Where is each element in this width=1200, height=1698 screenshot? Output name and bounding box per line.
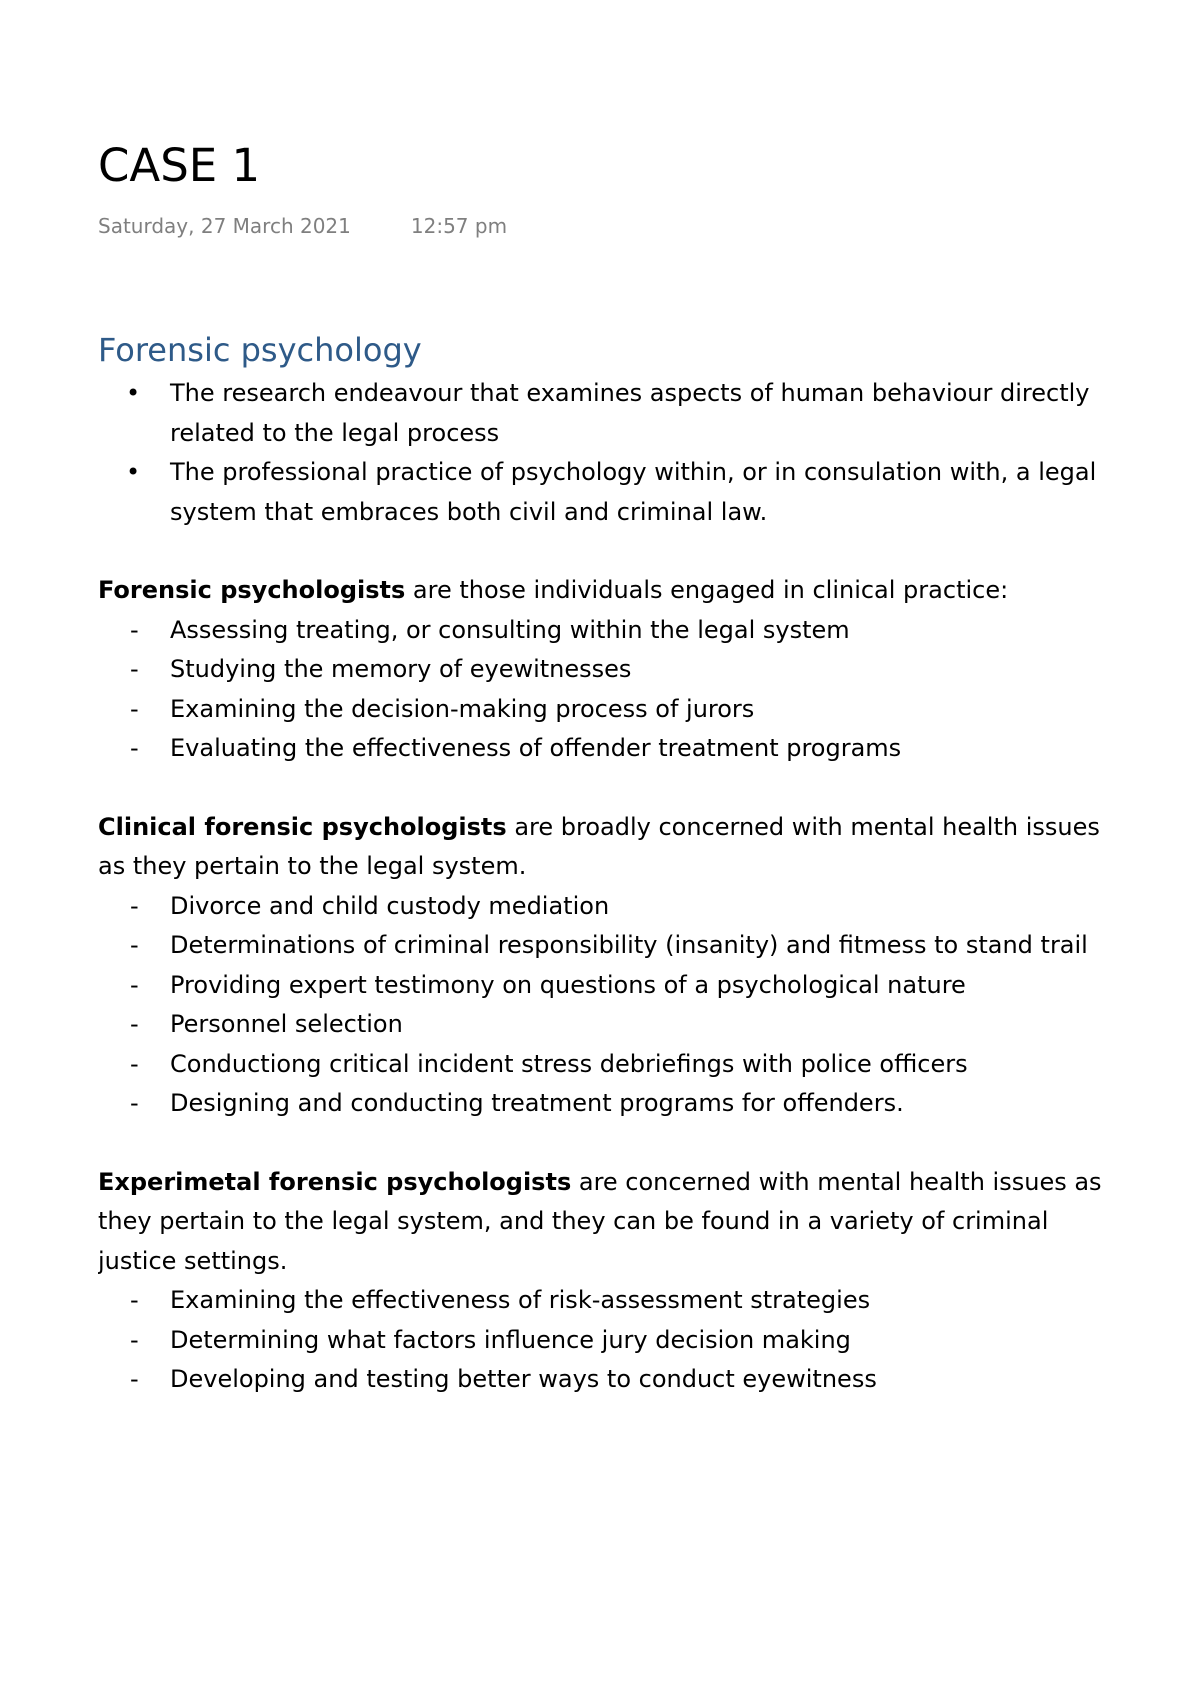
page-date: Saturday, 27 March 2021	[98, 214, 351, 238]
dash-list	[98, 1281, 1108, 1400]
term-clinical-forensic-psychologists: Clinical forensic psychologists	[98, 812, 507, 841]
list-item: - Studying the memory of eyewitnesses	[98, 650, 1108, 690]
list-item: - Determining what factors influence jury decision making	[98, 1321, 1108, 1361]
dash-list	[98, 887, 1108, 1124]
list-item: - Providing expert testimony on questions of a psychological nature	[98, 966, 1108, 1006]
section-heading-forensic-psychology: Forensic psychology	[98, 331, 422, 369]
paragraph-experimental	[98, 1163, 1108, 1282]
list-item: - Personnel selection	[98, 1005, 1108, 1045]
paragraph-gap	[98, 1124, 1108, 1163]
term-experimental-forensic-psychologists: Experimetal forensic psychologists	[98, 1167, 572, 1196]
list-item: - Examining the effectiveness of risk-assessment strategies	[98, 1281, 1108, 1321]
list-item: - Examining the decision-making process of jurors	[98, 690, 1108, 730]
list-item: - Divorce and child custody mediation	[98, 887, 1108, 927]
term-forensic-psychologists: Forensic psychologists	[98, 576, 406, 604]
paragraph-forensic-psychologists	[98, 571, 1108, 611]
list-item: - Designing and conducting treatment programs for offenders.	[98, 1084, 1108, 1124]
page-content	[98, 326, 1108, 1576]
page-timestamp	[98, 212, 507, 240]
list-item: - Evaluating the effectiveness of offender treatment programs	[98, 729, 1108, 769]
dash-list	[98, 611, 1108, 769]
list-item: - Assessing treating, or consulting within the legal system	[98, 611, 1108, 651]
paragraph-gap	[98, 769, 1108, 808]
paragraph-text: are concerned with mental health issues as they pertain to the legal system, and they can be found in a variety of criminal justice settings.	[98, 1167, 1102, 1275]
bullet-item: • The research endeavour that examines aspects of human behaviour directly related to the legal process	[98, 374, 1108, 453]
list-item: - Determinations of criminal responsibility (insanity) and fitmess to stand trail	[98, 926, 1108, 966]
bullet-item: • The professional practice of psychology within, or in consulation with, a legal system that embraces both civil and criminal law.	[98, 453, 1108, 532]
paragraph-gap	[98, 532, 1108, 571]
page-time: 12:57 pm	[410, 214, 508, 238]
list-item: - Conductiong critical incident stress debriefings with police officers	[98, 1045, 1108, 1085]
bullet-list	[98, 374, 1108, 532]
page-title: CASE 1	[98, 139, 261, 192]
paragraph-text: are broadly concerned with mental health issues as they pertain to the legal system.	[98, 812, 1100, 880]
paragraph-clinical	[98, 808, 1108, 887]
list-item: - Developing and testing better ways to conduct eyewitness	[98, 1360, 1108, 1400]
paragraph-text: are those individuals engaged in clinical practice:	[405, 576, 1009, 604]
